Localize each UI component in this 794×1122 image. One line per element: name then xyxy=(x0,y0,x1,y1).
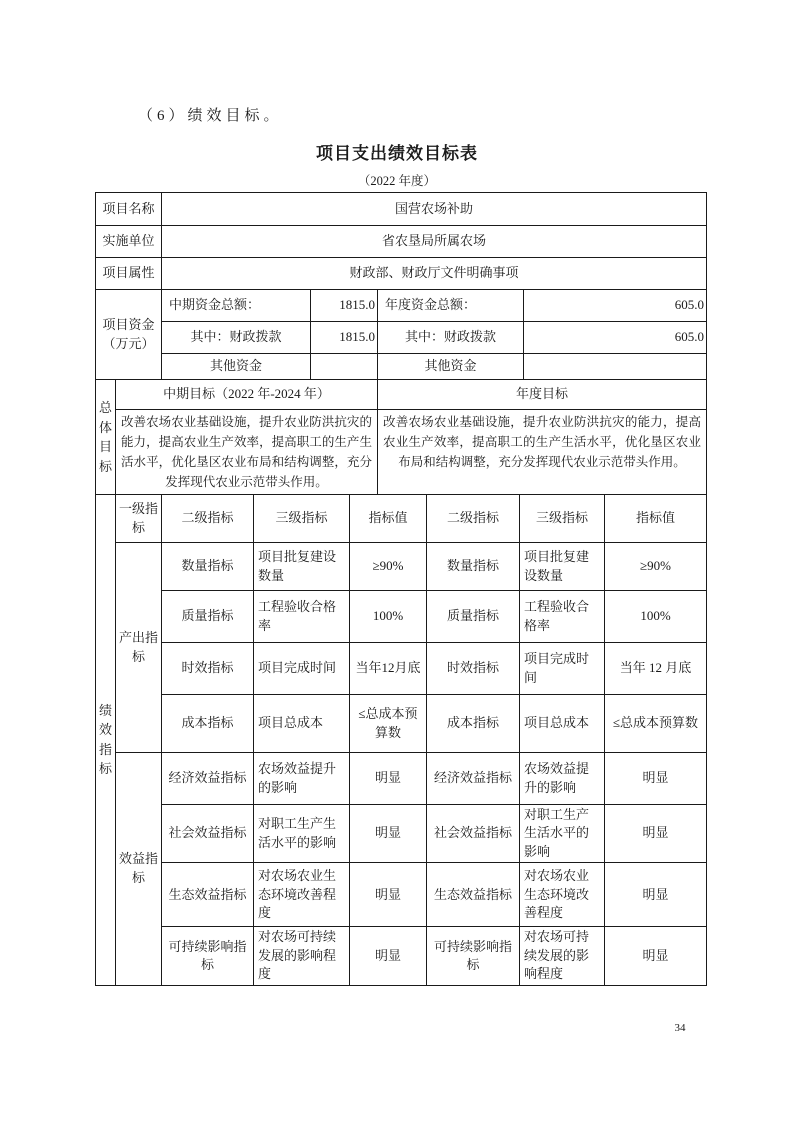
cell-mid-goal-header: 中期目标（2022 年-2024 年） xyxy=(116,380,378,410)
cell-l3: 农场效益提升的影响 xyxy=(520,753,605,805)
cell-value: 明显 xyxy=(350,805,427,863)
cell-annual-total-value: 605.0 xyxy=(524,290,707,322)
cell-annual-total-label: 年度资金总额： xyxy=(378,290,524,322)
page-number: 34 xyxy=(674,1022,686,1034)
cell-mid-other-label: 其他资金 xyxy=(162,354,311,380)
cell-annual-fiscal-label: 其中：财政拨款 xyxy=(378,322,524,354)
rail-performance-indicators: 绩效指标 xyxy=(96,495,116,986)
cell-value: 明显 xyxy=(350,863,427,927)
cell-l2: 社会效益指标 xyxy=(162,805,254,863)
cell-l2: 成本指标 xyxy=(427,695,520,753)
cell-project-name-value: 国营农场补助 xyxy=(162,193,707,226)
header-level2-b: 二级指标 xyxy=(427,495,520,543)
indicator-row xyxy=(96,927,707,985)
cell-l2: 生态效益指标 xyxy=(162,863,254,927)
funding-table xyxy=(95,289,707,380)
table-row xyxy=(96,380,707,410)
page-title: 项目支出绩效目标表 xyxy=(316,144,478,163)
indicator-row xyxy=(96,753,707,805)
cell-l3: 农场效益提升的影响 xyxy=(254,753,350,805)
cell-value: 明显 xyxy=(350,927,427,985)
cell-l3: 工程验收合格率 xyxy=(520,591,605,643)
cell-mid-total-value: 1815.0 xyxy=(311,290,378,322)
cell-value: 当年 12 月底 xyxy=(605,643,707,695)
page-subtitle: （2022 年度） xyxy=(357,174,437,188)
cell-value: ≤总成本预算数 xyxy=(350,695,427,753)
cell-level1-output: 产出指标 xyxy=(116,543,162,753)
indicator-row xyxy=(96,591,707,643)
rail-overall-goal: 总体目标 xyxy=(96,380,116,495)
cell-mid-goal-text: 改善农场农业基础设施，提升农业防洪抗灾的能力，提高农业生产效率，提高职工的生产生活水平，优化垦区农业布局和结构调整，充分发挥现代农业示范带头作用。 xyxy=(116,410,378,495)
cell-implementing-unit-value: 省农垦局所属农场 xyxy=(162,226,707,258)
cell-annual-fiscal-value: 605.0 xyxy=(524,322,707,354)
cell-mid-total-label: 中期资金总额： xyxy=(162,290,311,322)
cell-value: 明显 xyxy=(350,753,427,805)
indicators-table xyxy=(95,494,707,986)
cell-value: ≥90% xyxy=(350,543,427,591)
cell-l2: 可持续影响指标 xyxy=(427,927,520,985)
cell-l2: 时效指标 xyxy=(162,643,254,695)
cell-l2: 质量指标 xyxy=(162,591,254,643)
header-value-a: 指标值 xyxy=(350,495,427,543)
table-row xyxy=(96,290,707,322)
cell-value: 100% xyxy=(605,591,707,643)
cell-l2: 社会效益指标 xyxy=(427,805,520,863)
cell-annual-goal-header: 年度目标 xyxy=(378,380,707,410)
cell-project-name-label: 项目名称 xyxy=(96,193,162,226)
cell-l3: 项目批复建设数量 xyxy=(254,543,350,591)
indicator-row xyxy=(96,543,707,591)
cell-implementing-unit-label: 实施单位 xyxy=(96,226,162,258)
cell-project-attribute-label: 项目属性 xyxy=(96,258,162,290)
cell-l3: 项目完成时间 xyxy=(520,643,605,695)
header-level3-a: 三级指标 xyxy=(254,495,350,543)
cell-value: 明显 xyxy=(605,805,707,863)
cell-value: ≤总成本预算数 xyxy=(605,695,707,753)
cell-l2: 成本指标 xyxy=(162,695,254,753)
overall-goal-table xyxy=(95,379,707,495)
cell-value: 明显 xyxy=(605,863,707,927)
header-level2-a: 二级指标 xyxy=(162,495,254,543)
cell-annual-goal-text: 改善农场农业基础设施，提升农业防洪抗灾的能力，提高农业生产效率，提高职工的生产生活水平，优化垦区农业布局和结构调整，充分发挥现代农业示范带头作用。 xyxy=(378,410,707,495)
cell-l3: 对农场可持续发展的影响程度 xyxy=(520,927,605,985)
cell-value: 100% xyxy=(350,591,427,643)
cell-value: 明显 xyxy=(605,927,707,985)
basic-info-table xyxy=(95,192,707,290)
indicator-row xyxy=(96,643,707,695)
cell-annual-other-label: 其他资金 xyxy=(378,354,524,380)
cell-value: 当年12月底 xyxy=(350,643,427,695)
cell-mid-fiscal-value: 1815.0 xyxy=(311,322,378,354)
cell-l3: 对农场可持续发展的影响程度 xyxy=(254,927,350,985)
performance-target-table xyxy=(95,192,706,986)
cell-l2: 质量指标 xyxy=(427,591,520,643)
cell-funding-label: 项目资金（万元） xyxy=(96,290,162,380)
cell-l2: 生态效益指标 xyxy=(427,863,520,927)
section-heading: （6）绩效目标。 xyxy=(138,108,283,124)
cell-l2: 时效指标 xyxy=(427,643,520,695)
cell-l2: 经济效益指标 xyxy=(427,753,520,805)
cell-l3: 项目完成时间 xyxy=(254,643,350,695)
cell-l3: 工程验收合格率 xyxy=(254,591,350,643)
cell-value: 明显 xyxy=(605,753,707,805)
cell-l3: 项目批复建设数量 xyxy=(520,543,605,591)
table-row xyxy=(96,410,707,495)
cell-mid-other-value xyxy=(311,354,378,380)
cell-l2: 经济效益指标 xyxy=(162,753,254,805)
cell-project-attribute-value: 财政部、财政厅文件明确事项 xyxy=(162,258,707,290)
cell-l2: 数量指标 xyxy=(427,543,520,591)
indicator-row xyxy=(96,695,707,753)
header-value-b: 指标值 xyxy=(605,495,707,543)
table-row xyxy=(96,354,707,380)
header-level1: 一级指标 xyxy=(116,495,162,543)
table-row xyxy=(96,193,707,226)
header-level3-b: 三级指标 xyxy=(520,495,605,543)
indicator-row xyxy=(96,863,707,927)
cell-value: ≥90% xyxy=(605,543,707,591)
cell-l2: 数量指标 xyxy=(162,543,254,591)
indicator-row xyxy=(96,805,707,863)
cell-level1-benefit: 效益指标 xyxy=(116,753,162,986)
cell-l3: 项目总成本 xyxy=(520,695,605,753)
table-row xyxy=(96,322,707,354)
cell-l3: 项目总成本 xyxy=(254,695,350,753)
cell-l3: 对职工生产生活水平的影响 xyxy=(520,805,605,863)
table-row xyxy=(96,258,707,290)
cell-annual-other-value xyxy=(524,354,707,380)
cell-l3: 对农场农业生态环境改善程度 xyxy=(520,863,605,927)
cell-l3: 对职工生产生活水平的影响 xyxy=(254,805,350,863)
cell-l3: 对农场农业生态环境改善程度 xyxy=(254,863,350,927)
table-row xyxy=(96,226,707,258)
indicator-header-row xyxy=(96,495,707,543)
cell-mid-fiscal-label: 其中：财政拨款 xyxy=(162,322,311,354)
cell-l2: 可持续影响指标 xyxy=(162,927,254,985)
